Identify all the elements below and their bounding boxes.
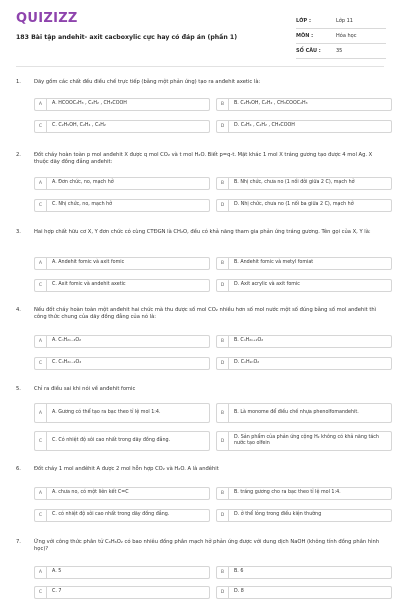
- option-b[interactable]: [216, 98, 392, 111]
- quizizz-logo: QUIZIZZ: [16, 11, 78, 26]
- option-a[interactable]: [34, 487, 210, 500]
- option-letter: A: [35, 404, 47, 422]
- option-d[interactable]: [216, 357, 392, 370]
- question-6: [16, 466, 384, 526]
- question-1: [16, 79, 384, 139]
- option-text: D. 8: [234, 589, 244, 595]
- option-letter: B: [217, 99, 229, 110]
- option-a[interactable]: [34, 566, 210, 579]
- question-text: Hai hợp chất hữu cơ X, Y đơn chức có cùng CTĐGN là CH₂O, đều có khả năng tham gia phản ứng tráng gương. Tên gọi của X, Y là:: [34, 229, 371, 235]
- option-letter: C: [35, 121, 47, 132]
- question-number: 5.: [16, 386, 21, 392]
- option-text: D. CₙH₂ₙO₂: [234, 360, 260, 366]
- option-text: B. 6: [234, 569, 244, 575]
- option-letter: B: [217, 488, 229, 499]
- option-c[interactable]: [34, 120, 210, 133]
- option-text: A. chưa no, có một liên kết C=C: [52, 490, 129, 496]
- option-a[interactable]: [34, 177, 210, 190]
- option-d[interactable]: [216, 279, 392, 292]
- option-d[interactable]: [216, 509, 392, 522]
- option-letter: D: [217, 510, 229, 521]
- option-text: A. Andehit fomic và axit fomic: [52, 260, 125, 266]
- option-letter: D: [217, 280, 229, 291]
- option-letter: A: [35, 336, 47, 347]
- option-a[interactable]: [34, 403, 210, 423]
- option-letter: A: [35, 258, 47, 269]
- header: [0, 0, 400, 56]
- option-text: B. tráng gương cho ra bạc theo tỉ lệ mol 1:4.: [234, 490, 341, 496]
- option-text: A. CₙH₂ₙ₋₄O₂: [52, 338, 82, 344]
- meta-value: Hóa học: [336, 33, 357, 39]
- option-letter: D: [217, 121, 229, 132]
- option-c[interactable]: [34, 509, 210, 522]
- option-letter: A: [35, 178, 47, 189]
- question-text: Đốt cháy hoàn toàn p mol anđehit X được q mol CO₂ và t mol H₂O. Biết p=q-t. Mặt khác 1 mol X tráng gương tạo được 4 mol Ag. X thuộc dãy đồng đẳng anđehit:: [34, 152, 373, 166]
- meta-count: [296, 44, 386, 59]
- option-letter: B: [217, 258, 229, 269]
- option-letter: A: [35, 488, 47, 499]
- option-c[interactable]: [34, 279, 210, 292]
- option-letter: D: [217, 432, 229, 450]
- question-text: Chỉ ra điều sai khi nói về anđehit fomic: [34, 386, 136, 392]
- option-letter: B: [217, 567, 229, 578]
- meta-grade: [296, 14, 386, 29]
- meta-key: SỐ CÂU :: [296, 48, 321, 54]
- question-text: Đốt cháy 1 mol anđêhit A được 2 mol hỗn hợp CO₂ và H₂O. A là anđêhit: [34, 466, 219, 472]
- option-text: B. CₙH₂ₙ₊₂O₂: [234, 338, 264, 344]
- option-c[interactable]: [34, 431, 210, 451]
- option-text: A. HCOOC₂H₃ , C₂H₂ , CH₃COOH: [52, 101, 127, 107]
- meta-key: LỚP :: [296, 18, 311, 24]
- option-text: B. C₂H₅OH, C₂H₂ , CH₃COOC₂H₃: [234, 101, 308, 107]
- option-b[interactable]: [216, 403, 392, 423]
- option-letter: C: [35, 200, 47, 211]
- option-text: C. Nhị chức, no, mạch hở: [52, 202, 113, 208]
- meta-box: [296, 14, 386, 59]
- option-b[interactable]: [216, 566, 392, 579]
- option-text: C. Có nhiệt độ sôi cao nhất trong dãy đồng đẳng.: [52, 437, 171, 443]
- page-title: 183 Bài tập andehit- axit cacboxylic cực hay có đáp án (phần 1): [16, 34, 238, 41]
- option-letter: D: [217, 358, 229, 369]
- option-b[interactable]: [216, 335, 392, 348]
- option-b[interactable]: [216, 257, 392, 270]
- option-letter: D: [217, 587, 229, 598]
- option-d[interactable]: [216, 199, 392, 212]
- question-7: [16, 539, 384, 600]
- option-b[interactable]: [216, 487, 392, 500]
- question-3: [16, 229, 384, 293]
- option-letter: C: [35, 510, 47, 521]
- option-a[interactable]: [34, 257, 210, 270]
- question-text: Dãy gồm các chất đều điều chế trực tiếp (bằng một phản ứng) tạo ra anđehit axetic là:: [34, 79, 261, 85]
- option-text: A. Đơn chức, no, mạch hở: [52, 180, 114, 186]
- option-d[interactable]: [216, 120, 392, 133]
- option-letter: B: [217, 404, 229, 422]
- meta-key: MÔN :: [296, 33, 314, 39]
- question-number: 2.: [16, 152, 21, 158]
- option-letter: A: [35, 99, 47, 110]
- option-text: C. Axit fomic và andehit axetic: [52, 282, 126, 288]
- option-letter: A: [35, 567, 47, 578]
- question-number: 1.: [16, 79, 21, 85]
- option-d[interactable]: [216, 586, 392, 599]
- question-number: 6.: [16, 466, 21, 472]
- option-text: A. Gương có thể tạo ra bạc theo tỉ lệ mol 1:4.: [52, 409, 161, 415]
- question-text: Nếu đốt cháy hoàn toàn một anđehit hai chức mà thu được số mol CO₂ nhiều hơn số mol nước một số đúng bằng số mol anđehit thì công thức chung của dãy đồng đẳng của nó là:: [34, 307, 377, 321]
- option-text: D. C₂H₄ , C₂H₂ , CH₃COOH: [234, 123, 295, 129]
- option-a[interactable]: [34, 335, 210, 348]
- option-d[interactable]: [216, 431, 392, 451]
- option-b[interactable]: [216, 177, 392, 190]
- option-letter: C: [35, 432, 47, 450]
- question-4: [16, 307, 384, 375]
- option-letter: B: [217, 336, 229, 347]
- question-text: Ứng với công thức phân tử C₄H₆O₂ có bao nhiêu đồng phân mạch hở phản ứng được với dung dịch NaOH (không tính đồng phân hình học)?: [34, 539, 380, 553]
- option-text: D. ở thể lỏng trong điều kiện thường: [234, 512, 322, 518]
- option-text: D. Sản phẩm của phản ứng cộng H₂ không có khả năng tách nước tạo olfein: [234, 434, 379, 446]
- question-number: 4.: [16, 307, 21, 313]
- option-c[interactable]: [34, 357, 210, 370]
- option-text: A. 5: [52, 569, 62, 575]
- question-number: 3.: [16, 229, 21, 235]
- option-c[interactable]: [34, 586, 210, 599]
- question-number: 7.: [16, 539, 21, 545]
- meta-value: 35: [336, 48, 343, 54]
- option-text: C. có nhiệt độ sôi cao nhất trong dãy đồng đẳng.: [52, 512, 170, 518]
- option-c[interactable]: [34, 199, 210, 212]
- option-text: C. CₙH₂ₙ₋₂O₂: [52, 360, 82, 366]
- header-divider: [16, 66, 384, 67]
- option-a[interactable]: [34, 98, 210, 111]
- meta-subject: [296, 29, 386, 44]
- option-letter: B: [217, 178, 229, 189]
- option-text: C. 7: [52, 589, 62, 595]
- option-letter: C: [35, 280, 47, 291]
- option-letter: C: [35, 587, 47, 598]
- question-5: [16, 386, 384, 456]
- question-2: [16, 152, 384, 217]
- option-text: D. Nhị chức, chưa no (1 nối ba giữa 2 C), mạch hở: [234, 202, 354, 208]
- option-text: C. C₂H₅OH, C₂H₄ , C₂H₂: [52, 123, 106, 129]
- option-text: D. Axit acrylic và axit fomic: [234, 282, 300, 288]
- option-letter: C: [35, 358, 47, 369]
- option-text: B. Nhị chức, chưa no (1 nối đôi giữa 2 C), mạch hở: [234, 180, 355, 186]
- option-text: B. Là monome để điều chế nhựa phenolfomandehit.: [234, 409, 359, 415]
- meta-value: Lớp 11: [336, 18, 353, 24]
- option-letter: D: [217, 200, 229, 211]
- option-text: B. Andehit fomic và metyl fomiat: [234, 260, 314, 266]
